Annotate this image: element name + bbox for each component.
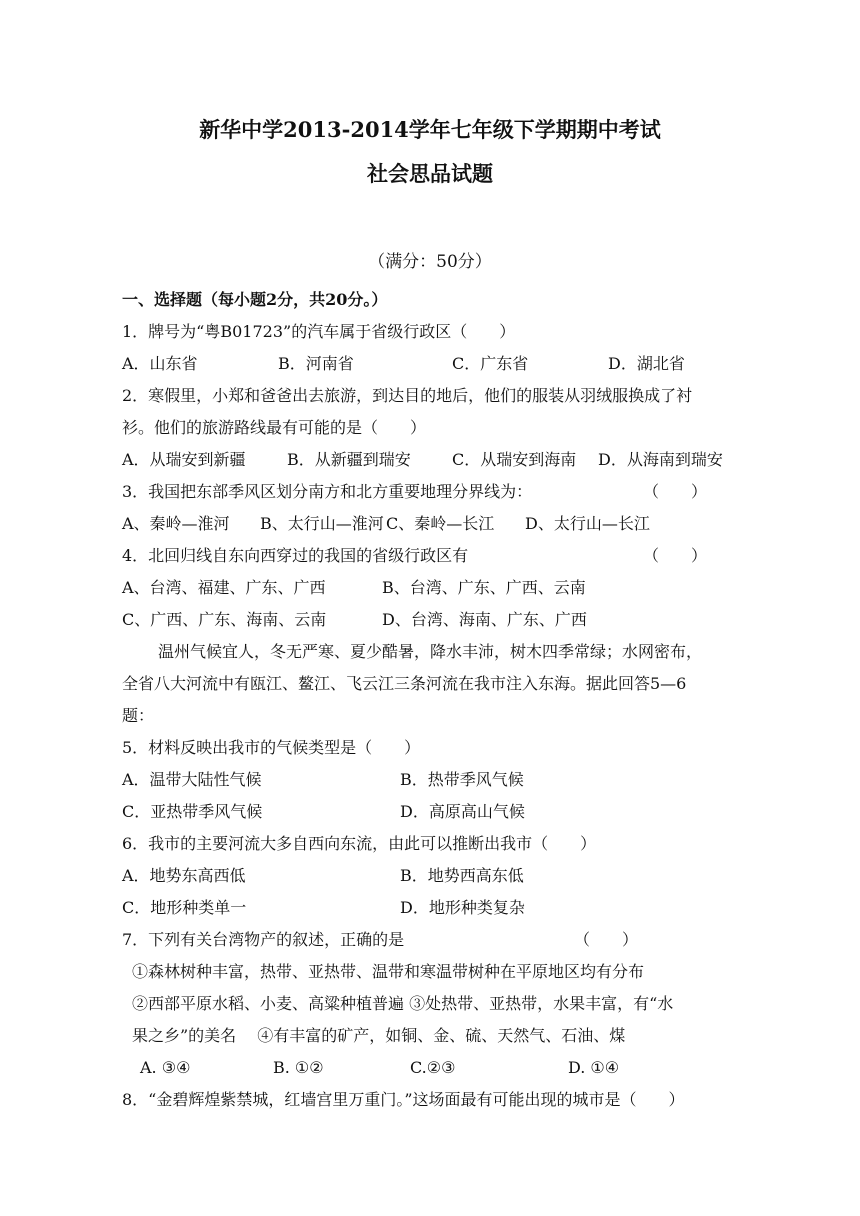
question-4-option-c: C、广西、广东、海南、云南 (122, 610, 327, 629)
question-4-option-d: D、台湾、海南、广东、广西 (382, 610, 587, 629)
question-3-option-b: B、太行山—淮河 (260, 514, 384, 533)
question-4-option-b: B、台湾、广东、广西、云南 (382, 578, 586, 597)
question-6-option-d: D．地形种类复杂 (400, 898, 525, 917)
question-7-statement-3: 果之乡”的美名 ④有丰富的矿产，如铜、金、硫、天然气、石油、煤 (132, 1026, 626, 1045)
question-7-option-b: B. ①② (273, 1058, 324, 1077)
question-5-stem: 5．材料反映出我市的气候类型是（ ） (122, 738, 421, 757)
question-5-option-c: C．亚热带季风气候 (122, 802, 263, 821)
question-2-option-b: B．从新疆到瑞安 (287, 450, 411, 469)
question-1-stem: 1．牌号为“粤B01723”的汽车属于省级行政区（ ） (122, 322, 516, 341)
question-7-statement-1: ①森林树种丰富，热带、亚热带、温带和寒温带树种在平原地区均有分布 (132, 962, 645, 981)
question-3-option-c: C、秦岭—长江 (386, 514, 495, 533)
question-3-stem: 3．我国把东部季风区划分南方和北方重要地理分界线为： (122, 482, 533, 501)
question-7-answer-paren: （ ） (574, 930, 639, 949)
question-3-answer-paren: （ ） (643, 482, 708, 501)
question-8-stem: 8．“金碧辉煌紫禁城，红墙宫里万重门。”这场面最有可能出现的城市是（ ） (122, 1090, 685, 1109)
question-6-option-c: C．地形种类单一 (122, 898, 247, 917)
question-6-option-b: B．地势西高东低 (400, 866, 524, 885)
question-7-option-a: A. ③④ (140, 1058, 191, 1077)
question-7-statement-2: ②西部平原水稻、小麦、高粱种植普遍 ③处热带、亚热带，水果丰富，有“水 (132, 994, 674, 1013)
question-4-option-a: A、台湾、福建、广东、广西 (122, 578, 326, 597)
passage-line1: 温州气候宜人，冬无严寒、夏少酷暑，降水丰沛，树木四季常绿；水网密布， (158, 642, 703, 661)
exam-title: 新华中学2013-2014学年七年级下学期期中考试 (199, 117, 661, 142)
question-6-stem: 6．我市的主要河流大多自西向东流，由此可以推断出我市（ ） (122, 834, 597, 853)
question-6-option-a: A．地势东高西低 (122, 866, 246, 885)
question-5-option-d: D．高原高山气候 (400, 802, 525, 821)
question-1-option-d: D．湖北省 (608, 354, 685, 373)
question-2-stem-line2: 衫。他们的旅游路线最有可能的是（ ） (122, 418, 427, 437)
question-4-answer-paren: （ ） (643, 546, 708, 565)
passage-line2: 全省八大河流中有瓯江、鳌江、飞云江三条河流在我市注入东海。据此回答5—6 (122, 674, 687, 693)
question-3-option-d: D、太行山—长江 (525, 514, 650, 533)
question-2-option-c: C．从瑞安到海南 (452, 450, 577, 469)
question-3-option-a: A、秦岭—淮河 (122, 514, 230, 533)
question-5-option-a: A．温带大陆性气候 (122, 770, 262, 789)
question-7-option-d: D. ①④ (568, 1058, 620, 1077)
question-1-option-b: B．河南省 (278, 354, 354, 373)
question-7-stem: 7．下列有关台湾物产的叙述，正确的是 (122, 930, 405, 949)
score-note: （满分：50分） (368, 252, 492, 272)
question-1-option-c: C．广东省 (452, 354, 529, 373)
exam-subtitle: 社会思品试题 (367, 161, 493, 186)
question-4-stem: 4．北回归线自东向西穿过的我国的省级行政区有 (122, 546, 469, 565)
question-7-option-c: C.②③ (410, 1058, 456, 1077)
passage-line3: 题： (122, 706, 155, 725)
question-1-option-a: A．山东省 (122, 354, 198, 373)
question-2-stem-line1: 2．寒假里，小郑和爸爸出去旅游，到达目的地后，他们的服装从羽绒服换成了衬 (122, 386, 693, 405)
question-5-option-b: B．热带季风气候 (400, 770, 524, 789)
question-2-option-d: D．从海南到瑞安 (598, 450, 723, 469)
section-heading: 一、选择题（每小题2分，共20分。） (122, 290, 388, 309)
question-2-option-a: A．从瑞安到新疆 (122, 450, 246, 469)
